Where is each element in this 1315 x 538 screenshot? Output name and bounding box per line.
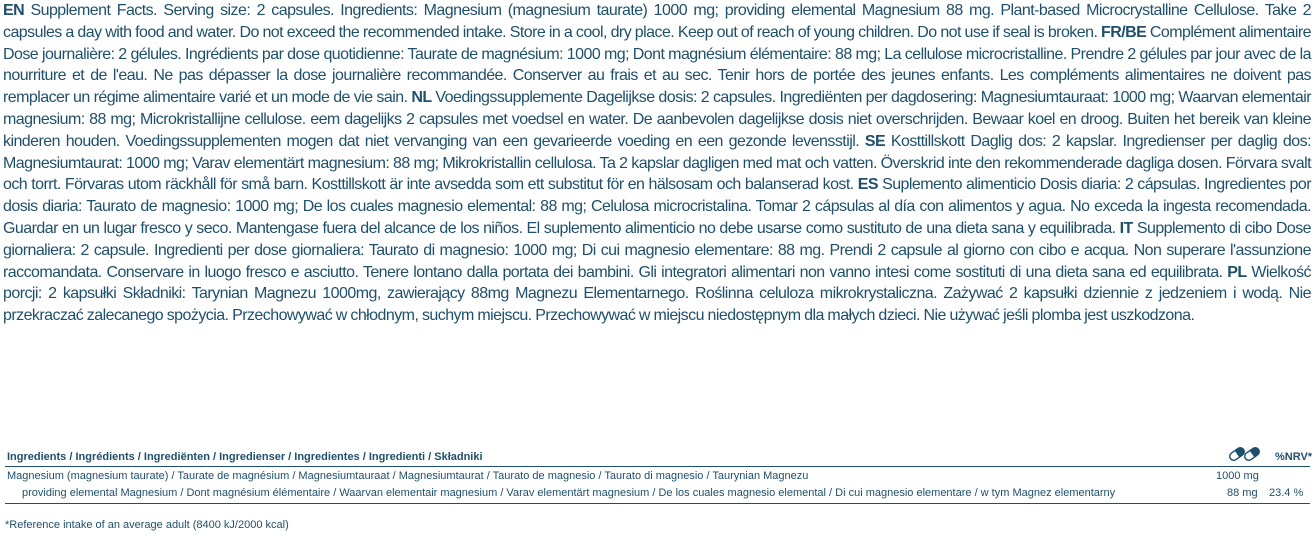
paragraph-pl: Wielkość porcji: 2 kapsułki Składniki: Tarynian Magnezu 1000mg, zawierający 88mg Magnezu Elementarnego. Roślinna celuloza mikrokrystaliczna. Zażywać 2 kapsułki dziennie z jedzeniem i wodą. Nie przekraczać zalecanego spożycia. Przechowywać w chłodnym, suchym miejscu. Przechowywać w miejscu niedostępnym dla małych dzieci. Nie używać jeśli plomba jest uszkodzona. xyxy=(3,263,1311,325)
capsules-icon xyxy=(1228,444,1262,462)
row-ingredient-name: Magnesium (magnesium taurate) / Taurate de magnésium / Magnesiumtauraat / Magnesiumtaurat / Taurato de magnesio / Taurato di magnesio / Taurynian Magnezu xyxy=(7,470,809,482)
lang-code-it: IT xyxy=(1119,219,1133,237)
lang-code-se: SE xyxy=(864,132,886,150)
reference-footnote: *Reference intake of an average adult (8400 kJ/2000 kcal) xyxy=(5,519,289,531)
lang-code-fr-be: FR/BE xyxy=(1101,23,1147,41)
paragraph-it: Supplemento di cibo Dose giornaliera: 2 capsule. Ingredienti per dose giornaliera: Taurato di magnesio: 1000 mg; Di cui magnesio elementare: 88 mg. Prendi 2 capsule al giorno con cibo e acqua. Non superare l'assunzione raccomandata. Conservare in luogo fresco e asciutto. Tenere lontano dalla portata dei bambini. Gli integratori alimentari non vanno intesi come sostituti di una dieta sana ed equilibrata. xyxy=(3,219,1311,281)
paragraph-fr-be: Complément alimentaire Dose journalière: 2 gélules. Ingrédients par dose quotidienne: Taurate de magnésium: 1000 mg; Dont magnésium élémentaire: 88 mg; La cellulose microcristalline. Prendre 2 gélules par jour avec de la nourriture et de l'eau. Ne pas dépasser la dose journalière recommandée. Conserver au frais et au sec. Tenir hors de portée des jeunes enfants. Les compléments alimentaires ne doivent pas remplacer un régime alimentaire varié et un mode de vie sain. xyxy=(3,23,1311,107)
ingredients-table xyxy=(5,440,1313,504)
table-header-nrv: %NRV* xyxy=(1275,451,1313,463)
paragraph-en: Supplement Facts. Serving size: 2 capsules. Ingredients: Magnesium (magnesium taurate) 1000 mg; providing elemental Magnesium 88 mg. Plant-based Microcrystalline Cellulose. Take 2 capsules a day with food and water. Do not exceed the recommended intake. Store in a cool, dry place. Keep out of reach of young children. Do not use if seal is broken. xyxy=(3,2,1311,41)
row-amount: 88 mg xyxy=(1227,487,1258,499)
paragraph-se: Kosttillskott Daglig dos: 2 kapslar. Ingredienser per daglig dos: Magnesiumtaurat: 1000 mg; Varav elementärt magnesium: 88 mg; Mikrokristallin cellulosa. Ta 2 kapslar dagligen med mat och vatten. Överskrid inte den rekommenderade dagliga dosen. Förvara svalt och torrt. Förvaras utom räckhåll för små barn. Kosttillskott är inte avsedda som ett substitut för en hälsosam och balanserad kost. xyxy=(3,132,1311,194)
paragraph-nl: Voedingssupplemente Dagelijkse dosis: 2 capsules. Ingrediënten per dagdosering: Magnesiumtauraat: 1000 mg; Waarvan elementair magnesium: 88 mg; Microkristallijne cellulose. eem dagelijks 2 capsules met voedsel en water. De aanbevolen dagelijkse dosis niet overschrijden. Bewaar koel en droog. Buiten het bereik van kleine kinderen houden. Voedingssupplementen mogen dat niet vervanging van een gevarieerde voeding en een gezonde levensstijl. xyxy=(3,89,1311,150)
lang-code-nl: NL xyxy=(411,89,432,107)
table-row xyxy=(5,467,1310,484)
paragraph-es: Suplemento alimenticio Dosis diaria: 2 cápsulas. Ingredientes por dosis diaria: Taurato de magnesio: 1000 mg; De los cuales magnesio elemental: 88 mg; Celulosa microcristalina. Tomar 2 cápsulas al día con alimentos y agua. No exceda la ingesta recomendada. Guardar en un lugar fresco y seco. Mantengase fuera del alcance de los niños. El suplemento alimenticio no debe usarse como sustituto de una dieta sana y equilibrada. xyxy=(3,176,1311,237)
lang-code-en: EN xyxy=(3,2,25,19)
lang-code-es: ES xyxy=(857,176,878,194)
row-amount: 1000 mg xyxy=(1216,470,1259,482)
multilingual-label-text xyxy=(3,0,1311,327)
table-header-label: Ingredients / Ingrédients / Ingrediënten / Ingredienser / Ingredientes / Ingredienti / Składniki xyxy=(7,451,483,463)
row-nrv: 23.4 % xyxy=(1269,487,1304,499)
row-ingredient-name: providing elemental Magnesium / Dont magnésium élémentaire / Waarvan elementair magnesium / Varav elementärt magnesium / De los cuales magnesio elemental / Di cui magnesio elementare / w tym Magnez elementarny xyxy=(22,487,1116,499)
lang-code-pl: PL xyxy=(1227,263,1247,281)
table-row xyxy=(5,484,1310,504)
table-header-row xyxy=(5,440,1313,467)
